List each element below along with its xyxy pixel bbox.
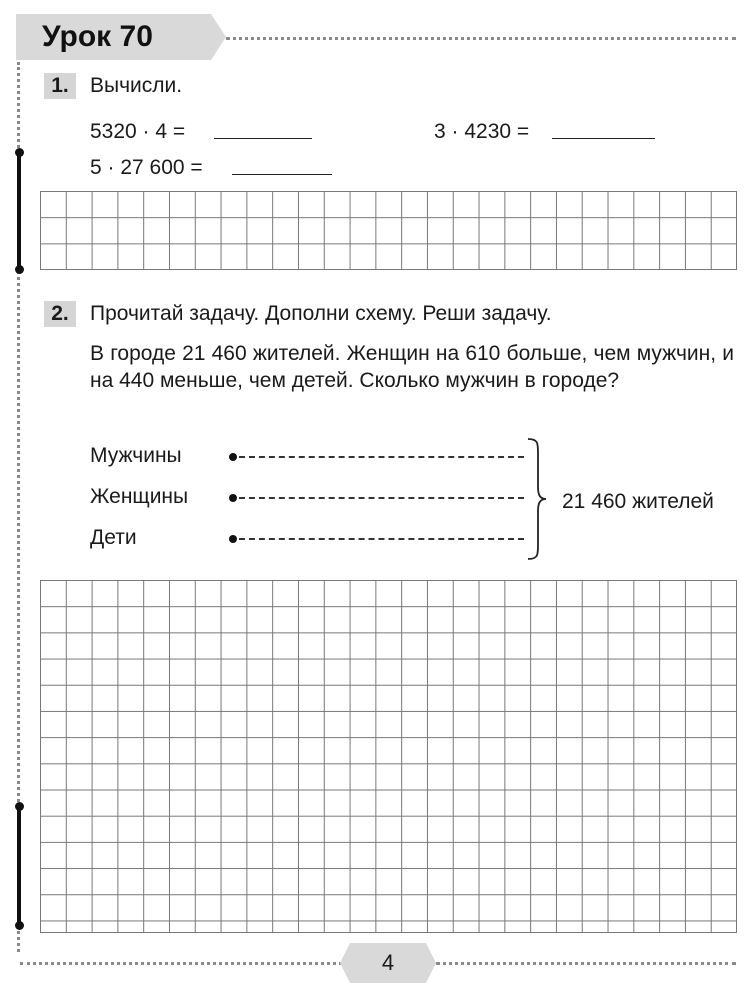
margin-bracket-bottom-dot-start [15,802,24,811]
header-dotted-rule [226,37,736,40]
task2-work-grid[interactable] [40,580,737,933]
scheme-label-women: Женщины [90,485,189,508]
footer-dotted-rule-left [20,962,342,965]
task1-expression-1: 5320 · 4 = [90,120,186,143]
scheme-segment-women[interactable] [239,497,524,499]
margin-bracket-top-dot-end [15,265,24,274]
scheme-label-children: Дети [90,526,137,549]
scheme-dot-men [229,453,237,461]
task-number-2: 2. [44,301,76,327]
task2-problem-text: В городе 21 460 жителей. Женщин на 610 больше, чем мужчин, и на 440 меньше, чем детей. Сколько мужчин в городе? [90,342,734,392]
scheme-total-label: 21 460 жителей [562,490,714,513]
answer-blank-3[interactable] [232,174,332,175]
scheme-segment-children[interactable] [239,538,524,540]
margin-bracket-top [17,152,21,270]
scheme-dot-children [229,535,237,543]
margin-bracket-bottom [17,806,21,926]
page-number: 4 [381,950,395,975]
answer-blank-1[interactable] [214,138,312,139]
answer-blank-2[interactable] [552,138,655,139]
task1-expression-2: 3 · 4230 = [434,120,530,143]
task2-instruction: Прочитай задачу. Дополни схему. Реши задачу. [90,302,552,325]
task1-expression-3: 5 · 27 600 = [90,156,203,179]
curly-brace-icon [524,437,560,561]
scheme-label-men: Мужчины [90,444,182,467]
scheme-segment-men[interactable] [239,456,524,458]
task1-instruction: Вычисли. [90,74,183,97]
scheme-dot-women [229,494,237,502]
margin-bracket-top-dot-start [15,148,24,157]
task-number-1: 1. [44,73,76,99]
footer-dotted-rule-right [436,962,736,965]
lesson-title: Урок 70 [42,20,153,53]
margin-bracket-bottom-dot-end [15,921,24,930]
task1-work-grid[interactable] [40,191,737,270]
